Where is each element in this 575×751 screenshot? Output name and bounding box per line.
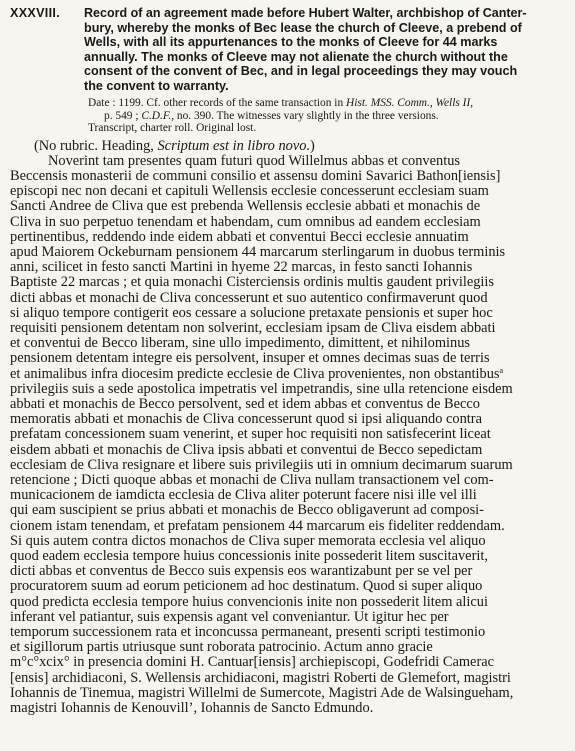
note-text: no. 390. The witnesses vary slightly in the three versions. [174, 109, 439, 122]
summary-line: annually. The monks of Cleeve may not alienate the church without the [84, 49, 508, 64]
text-line: requisiti pensionem detentam non solverint, ecclesiam ipsam de Cliva eisdem abbati [10, 319, 496, 336]
editorial-note [88, 97, 567, 135]
text-line: memoratis abbati et monachis de Cliva concesserunt quod si ipsi aliquando contra [10, 411, 482, 428]
summary-line: Wells, with all its appurtenances to the monks of Cleeve for 44 marks [84, 35, 498, 49]
text-line: abbati et monachis de Becco persolvent, sed et idem abbas et conventus de Becco [10, 395, 480, 412]
text-line: cionem istam tenendam, et prefatam pensionem 44 marcarum eis fideliter reddendam. [10, 517, 505, 534]
entry-number: XXXVIII. [10, 6, 60, 20]
summary-line: Record of an agreement made before Hubert Walter, archbishop of Canter- [84, 6, 527, 20]
entry-header [10, 6, 567, 93]
text-line: quod eadem ecclesia tempore huius concessionis inite possederit litem suscitaverit, [10, 547, 488, 564]
note-citation: Hist. MSS. Comm., Wells II, [346, 97, 474, 109]
text-line: et animalibus infra diocesim predicte ecclesie de Cliva provenientes, non obstantibus [10, 365, 500, 382]
note-text: Date : 1199. Cf. other records of the same transaction in [88, 97, 347, 109]
note-citation: C.D.F., [141, 109, 175, 122]
text-line: retencione ; Dicti quoque abbas et monachi de Cliva nullam transactionem vel com- [10, 471, 494, 488]
text-line: episcopi nec non decani et capituli Wellensis ecclesie concesserunt ecclesiam suam [10, 183, 489, 200]
text-line: procuratorem suum ad eorum peticionem ad hoc destinatum. Quod si super aliquo [10, 578, 483, 595]
summary-line: consent of the convent of Bec, and in legal proceedings they may vouch [84, 64, 518, 78]
text-line: Cliva in suo perpetuo tenendam et habendam, cum omnibus ad eandem ecclesiam [10, 213, 481, 230]
text-line: inferant vel patiantur, suis expensis agant vel conveniantur. Ut igitur hec per [10, 608, 449, 625]
rubric-heading [34, 139, 567, 154]
text-line: ecclesiam de Cliva resignare et libere suis privilegiis uti in omnium decimarum suarum [10, 456, 513, 473]
note-line: Transcript, charter roll. Original lost. [88, 122, 257, 134]
text-line: Iohannis de Tinemua, magistri Willelmi de Sumercote, Magistri Ade de Walsingueham, [10, 684, 514, 701]
text-line: [ensis] archidiaconi, S. Wellensis archidiaconi, magistri Roberti de Glemefort, magistri [10, 669, 511, 686]
text-line: Noverint tam presentes quam futuri quod Willelmus abbas et conventus [48, 152, 460, 169]
rubric-title: Scriptum est in libro novo. [157, 137, 311, 154]
text-line: magistri Iohannis de Kenouvill’, Iohannis de Sancto Edmundo. [10, 700, 374, 717]
text-line: et conventui de Becco liberam, sine ullo impedimento, dimittent, et nihilominus [10, 335, 471, 352]
text-line: anni, scilicet in festo sancti Martini in hyeme 22 marcas, in festo sancti Iohannis [10, 259, 473, 276]
text-line: quod predicta ecclesia tempore huius convencionis inite non possederit litem alicui [10, 593, 488, 610]
text-line: apud Maiorem Ockeburnam pensionem 44 marcarum sterlingarum in duobus terminis [10, 243, 506, 260]
note-line [88, 97, 567, 110]
text-line: Sancti Andree de Cliva que est prebenda Wellensis ecclesie abbati et monachis de [10, 198, 481, 215]
text-line: eisdem abbati et monachis de Cliva ipsis abbati et conventui de Becco sepedictam [10, 441, 483, 458]
rubric-text: (No rubric. Heading, [34, 137, 158, 154]
text-line: temporum successionem rata et inconcussa permaneant, presenti scripti testimonio [10, 624, 486, 640]
note-line [88, 110, 567, 123]
text-line: dicti abbas et monachi de Cliva concesserunt et suo autentico confirmaverunt quod [10, 289, 488, 306]
text-line: et sigillorum partis utriusque sunt roborata patrocinio. Actum anno gracie [10, 639, 433, 656]
charter-text [10, 154, 567, 717]
text-line: Beccensis monasterii de communi consilio et assensu domini Savarici Bathon[iensis] [10, 167, 501, 184]
text-line: qui eam suscipient se prius abbati et monachis de Becco obligaverunt ad composi- [10, 502, 484, 519]
summary-line: bury, whereby the monks of Bec lease the church of Cleeve, a prebend of [84, 20, 522, 35]
note-text: p. 549 ; [104, 109, 142, 122]
text-line: municacionem de iamdicta ecclesia de Cliva aliter poterunt facere nisi ille vel illi [10, 487, 477, 504]
rubric-text: ) [310, 137, 315, 154]
text-line-with-footnote [10, 367, 567, 382]
text-line: Si quis autem contra dictos monachos de Cliva super memorata ecclesia vel aliquo [10, 532, 486, 549]
text-line: si aliquo tempore contigerit eos cessare a solucione pretaxate pensionis et super hoc [10, 304, 493, 321]
footnote-mark: a [499, 365, 504, 375]
text-line: prefatam concessionem suam venerint, et super hoc requisiti non satisfecerint liceat [10, 426, 491, 443]
text-line: pertinentibus, reddendo inde eidem abbati et conventui Becci ecclesie annuatim [10, 228, 469, 245]
text-line: pensionem detentam integre eis persolvent, insuper et omnes decimas suas de terris [10, 350, 490, 367]
entry-summary [84, 6, 527, 93]
text-line: privilegiis suis a sede apostolica impetratis vel impetrandis, sine ulla retencione eisdem [10, 380, 513, 397]
text-line: m°c°xcix° in presencia domini H. Cantuar[iensis] archiepiscopi, Godefridi Camerac [10, 654, 495, 671]
summary-line: the convent to warranty. [84, 78, 229, 93]
text-line: Baptiste 22 marcas ; et quia monachi Cisterciensis ordinis multis gaudent privilegiis [10, 274, 494, 291]
text-line: dicti abbas et conventus de Becco suis expensis eos warantizabunt per se vel per [10, 563, 473, 580]
